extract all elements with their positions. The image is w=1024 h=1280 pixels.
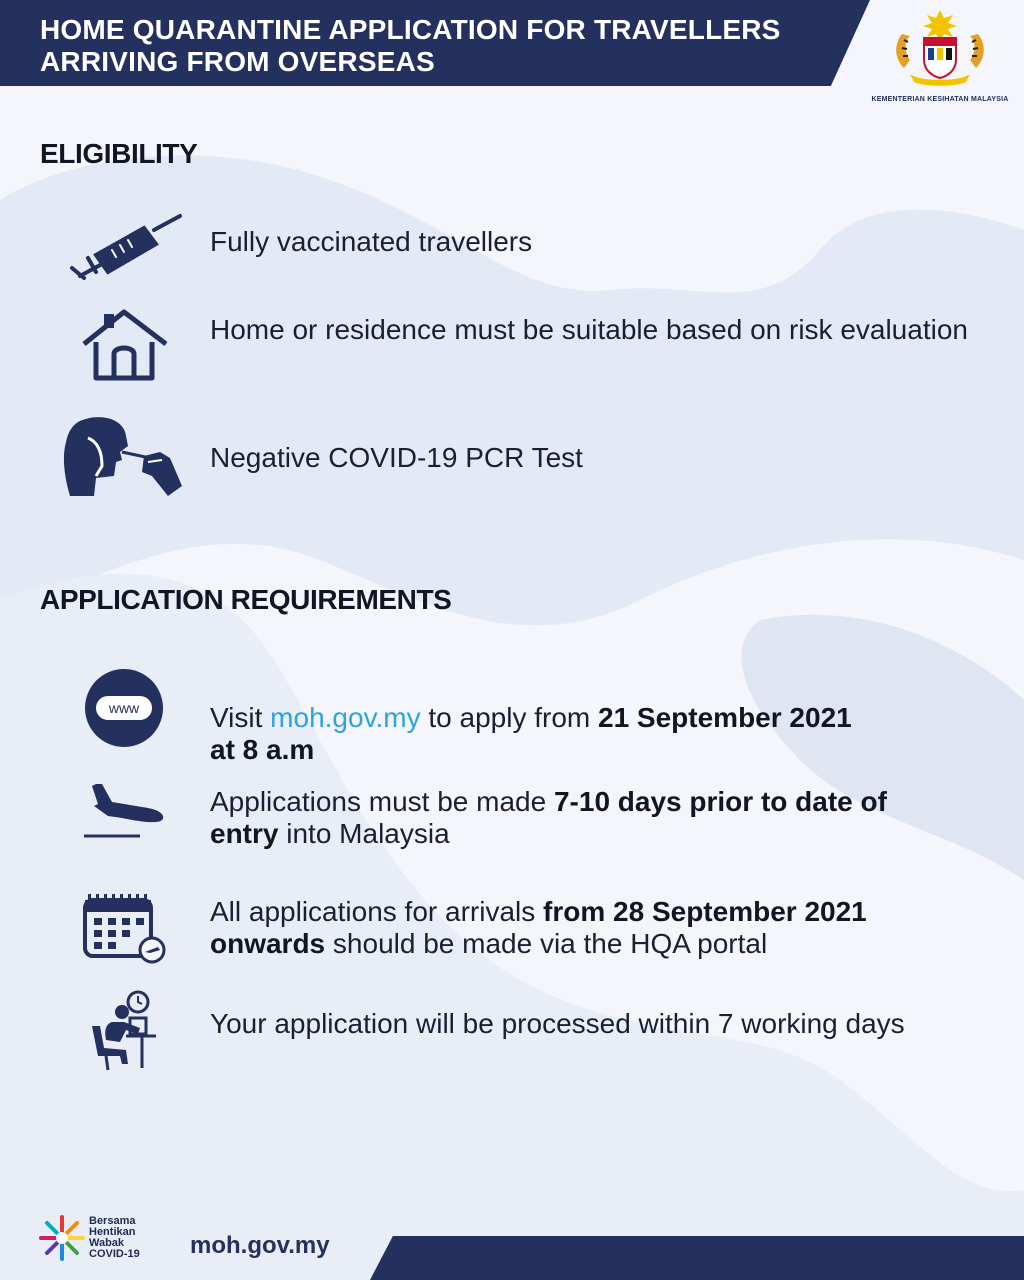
house-icon xyxy=(80,306,170,382)
timing-text-1: Applications must be made xyxy=(210,786,554,817)
timing-entry: entry xyxy=(210,818,279,849)
visit-time: at 8 a.m xyxy=(210,734,315,765)
person-working-clock-icon xyxy=(86,990,162,1072)
requirement-text-processing: Your application will be processed within 7 working days xyxy=(210,1008,905,1039)
page-title-line-2: ARRIVING FROM OVERSEAS xyxy=(40,46,435,77)
requirement-text-arrivals xyxy=(210,896,970,960)
page-title xyxy=(40,14,820,78)
footer-band xyxy=(370,1236,1024,1280)
eligibility-text-vaccinated: Fully vaccinated travellers xyxy=(210,226,533,257)
requirement-text-timing xyxy=(210,786,970,850)
moh-link[interactable]: moh.gov.my xyxy=(270,702,421,733)
covid-campaign-logo-icon xyxy=(38,1214,86,1262)
arrivals-text-2: should be made via the HQA portal xyxy=(325,928,768,959)
visit-text-2: to apply from xyxy=(420,702,598,733)
www-badge-text: www xyxy=(108,700,140,716)
logo-line-4: COVID-19 xyxy=(89,1248,140,1260)
emblem-caption: KEMENTERIAN KESIHATAN MALAYSIA xyxy=(871,96,1009,103)
airplane-landing-icon xyxy=(82,780,168,840)
logo-line-2: Hentikan xyxy=(89,1226,136,1238)
nasal-swab-icon xyxy=(58,416,188,502)
timing-days: 7-10 days prior to date of xyxy=(553,786,887,817)
arrivals-date: from 28 September 2021 xyxy=(543,896,867,927)
footer-url-link[interactable]: moh.gov.my xyxy=(190,1232,330,1259)
arrivals-text-1: All applications for arrivals xyxy=(210,896,544,927)
eligibility-heading: ELIGIBILITY xyxy=(40,138,198,169)
requirement-text-visit xyxy=(210,702,970,766)
logo-line-3: Wabak xyxy=(89,1237,125,1249)
timing-text-2: into Malaysia xyxy=(278,818,450,849)
arrivals-onwards: onwards xyxy=(210,928,326,959)
eligibility-text-pcr: Negative COVID-19 PCR Test xyxy=(210,442,583,473)
requirements-heading: APPLICATION REQUIREMENTS xyxy=(40,584,452,615)
www-icon xyxy=(84,668,164,748)
coat-of-arms-emblem xyxy=(884,8,996,92)
eligibility-text-residence: Home or residence must be suitable based on risk evaluation xyxy=(210,314,968,345)
visit-date: 21 September 2021 xyxy=(598,702,852,733)
logo-line-1: Bersama xyxy=(89,1215,136,1227)
visit-text-1: Visit xyxy=(210,702,271,733)
covid-campaign-logo-text xyxy=(89,1216,169,1260)
syringe-icon xyxy=(66,210,184,280)
page-title-line-1: HOME QUARANTINE APPLICATION FOR TRAVELLERS xyxy=(40,14,781,45)
calendar-flight-icon xyxy=(82,890,166,966)
